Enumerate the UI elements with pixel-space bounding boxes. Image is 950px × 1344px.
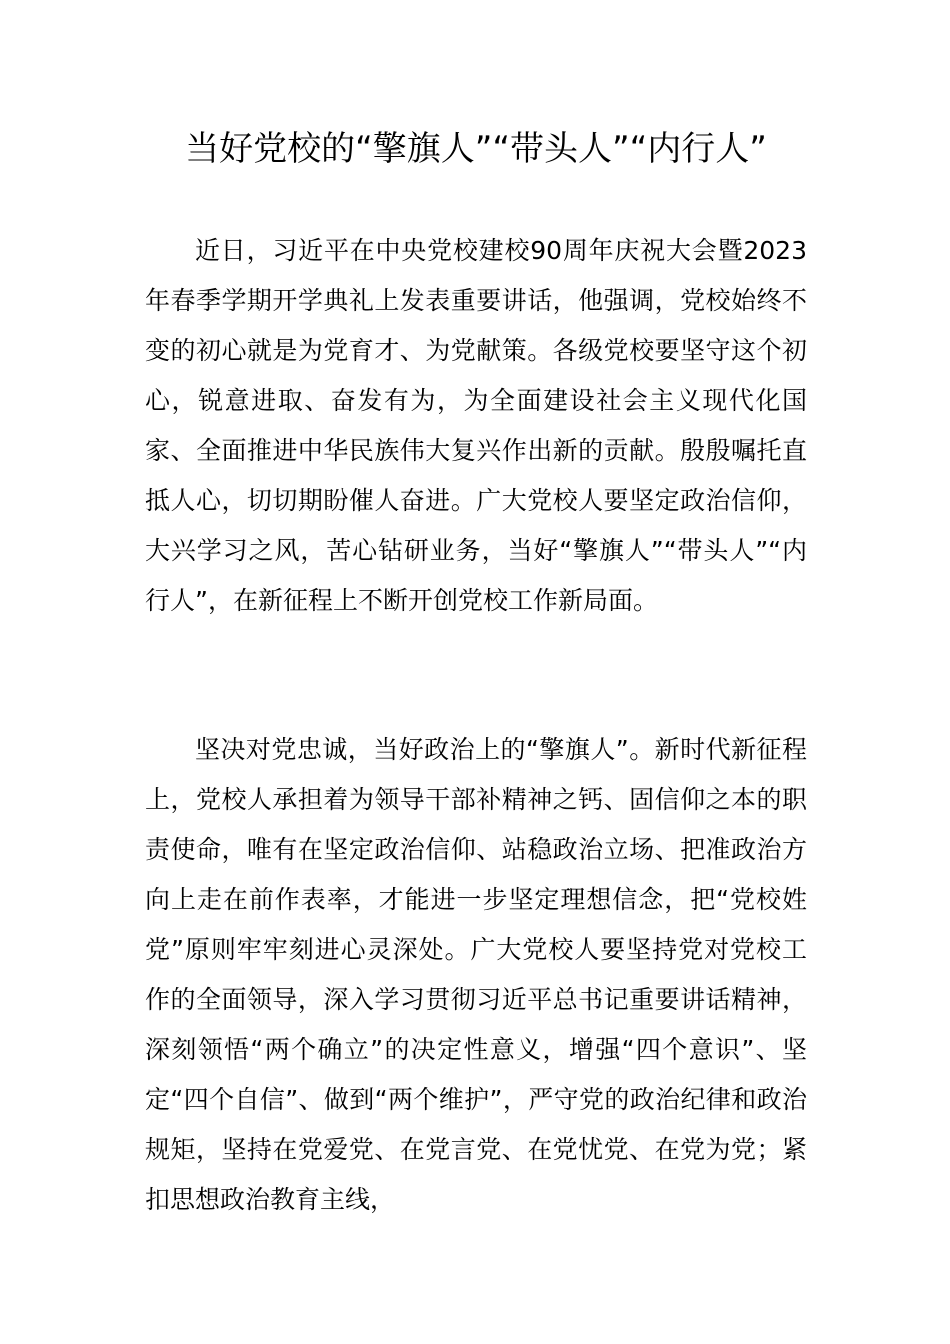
paragraph-intro: 近日，习近平在中央党校建校90周年庆祝大会暨2023年春季学期开学典礼上发表重要讲话，他强调，党校始终不变的初心就是为党育才、为党献策。各级党校要坚守这个初心，锐意进取、奋发有为，为全面建设社会主义现代化国家、全面推进中华民族伟大复兴作出新的贡献。殷殷嘱托直抵人心，切切期盼催人奋进。广大党校人要坚定政治信仰，大兴学习之风，苦心钻研业务，当好“擎旗人”“带头人”“内行人”，在新征程上不断开创党校工作新局面。 [145, 236, 807, 615]
paragraph-political-loyalty: 坚决对党忠诚，当好政治上的“擎旗人”。新时代新征程上，党校人承担着为领导干部补精神之钙、固信仰之本的职责使命，唯有在坚定政治信仰、站稳政治立场、把准政治方向上走在前作表率，才能进一步坚定理想信念，把“党校姓党”原则牢牢刻进心灵深处。广大党校人要坚持党对党校工作的全面领导，深入学习贯彻习近平总书记重要讲话精神，深刻领悟“两个确立”的决定性意义，增强“四个意识”、坚定“四个自信”、做到“两个维护”，严守党的政治纪律和政治规矩，坚持在党爱党、在党言党、在党忧党、在党为党；紧扣思想政治教育主线， [145, 735, 807, 1214]
document-title: 当好党校的“擎旗人”“带头人”“内行人” [185, 129, 767, 169]
